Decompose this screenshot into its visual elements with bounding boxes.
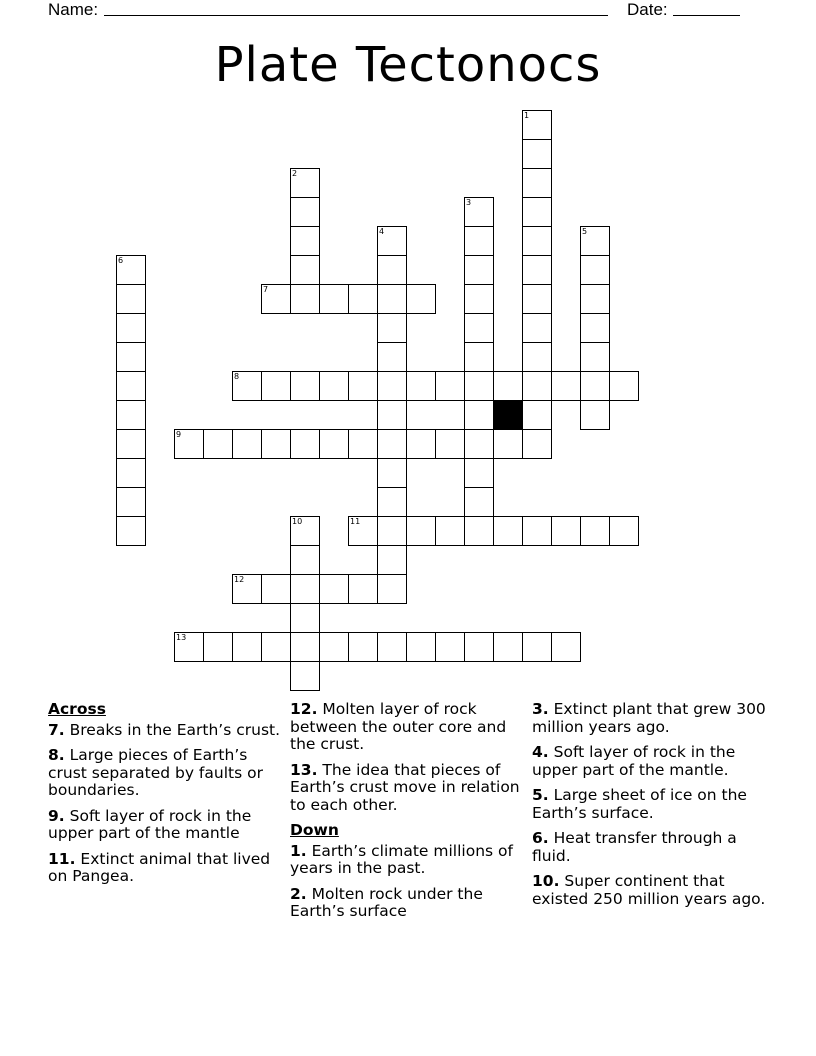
clue-number-label: 6 [118, 256, 124, 265]
clue-text: Large sheet of ice on the Earth’s surface. [532, 786, 747, 822]
grid-cell[interactable] [493, 429, 523, 459]
grid-cell[interactable] [464, 342, 494, 372]
clue-number: 6. [532, 829, 549, 847]
grid-cell[interactable] [290, 516, 320, 546]
grid-cell[interactable] [522, 632, 552, 662]
grid-cell[interactable] [348, 632, 378, 662]
clue-text: The idea that pieces of Earth’s crust move in relation to each other. [290, 760, 520, 814]
clue-number-label: 12 [234, 575, 245, 584]
grid-cell[interactable] [522, 313, 552, 343]
grid-cell[interactable] [377, 487, 407, 517]
grid-cell[interactable] [290, 429, 320, 459]
clue-number-label: 3 [466, 198, 472, 207]
grid-cell[interactable] [290, 603, 320, 633]
grid-cell[interactable] [464, 197, 494, 227]
grid-cell[interactable] [609, 516, 639, 546]
grid-cell[interactable] [435, 429, 465, 459]
clue-number: 11. [48, 849, 76, 868]
clues-column-1 [48, 701, 284, 894]
grid-cell[interactable] [377, 458, 407, 488]
page-title: Plate Tectonocs [214, 37, 602, 93]
clue-item [48, 808, 284, 843]
clue-item [290, 843, 526, 878]
grid-cell[interactable] [522, 110, 552, 140]
clue-item [532, 701, 768, 736]
grid-cell[interactable] [377, 226, 407, 256]
grid-cell[interactable] [261, 371, 291, 401]
grid-cell[interactable] [377, 313, 407, 343]
grid-cell[interactable] [116, 487, 146, 517]
grid-cell[interactable] [522, 197, 552, 227]
grid-cell[interactable] [609, 371, 639, 401]
clue-number: 4. [532, 743, 549, 761]
clue-number: 1. [290, 841, 307, 860]
grid-cell[interactable] [290, 574, 320, 604]
grid-cell[interactable] [348, 284, 378, 314]
grid-cell[interactable] [464, 255, 494, 285]
clue-item [290, 886, 526, 921]
grid-cell[interactable] [319, 574, 349, 604]
grid-cell[interactable] [522, 429, 552, 459]
clue-text: Earth’s climate millions of years in the past. [290, 841, 513, 877]
grid-cell[interactable] [464, 458, 494, 488]
clue-text: Soft layer of rock in the upper part of the mantle. [532, 743, 736, 779]
grid-cell[interactable] [464, 487, 494, 517]
grid-cell[interactable] [522, 168, 552, 198]
grid-cell[interactable] [232, 632, 262, 662]
grid-cell[interactable] [580, 342, 610, 372]
clue-number: 12. [290, 700, 318, 718]
grid-cell[interactable] [522, 371, 552, 401]
grid-cell[interactable] [580, 226, 610, 256]
grid-cell[interactable] [261, 284, 291, 314]
clue-text: Extinct animal that lived on Pangea. [48, 849, 271, 885]
grid-cell[interactable] [174, 632, 204, 662]
grid-cell[interactable] [435, 371, 465, 401]
grid-cell[interactable] [464, 400, 494, 430]
grid-cell[interactable] [522, 255, 552, 285]
grid-cell[interactable] [580, 516, 610, 546]
grid-cell[interactable] [261, 429, 291, 459]
grid-cell[interactable] [377, 342, 407, 372]
clue-text: Breaks in the Earth’s crust. [69, 720, 281, 739]
grid-cell[interactable] [377, 516, 407, 546]
grid-cell[interactable] [348, 574, 378, 604]
clue-number: 8. [48, 746, 65, 764]
grid-cell[interactable] [116, 255, 146, 285]
clues-column-3 [532, 701, 768, 916]
clue-number: 2. [290, 884, 307, 903]
grid-cell[interactable] [290, 197, 320, 227]
grid-cell[interactable] [464, 371, 494, 401]
grid-cell[interactable] [116, 342, 146, 372]
clue-number: 13. [290, 760, 318, 779]
grid-cell[interactable] [493, 516, 523, 546]
grid-cell[interactable] [522, 226, 552, 256]
grid-cell[interactable] [116, 400, 146, 430]
grid-cell[interactable] [435, 516, 465, 546]
clue-number-label: 10 [292, 517, 303, 526]
clue-text: Heat transfer through a fluid. [532, 829, 737, 865]
grid-cell[interactable] [406, 371, 436, 401]
grid-cell[interactable] [290, 168, 320, 198]
clue-text: Soft layer of rock in the upper part of the mantle [48, 806, 252, 842]
clue-number-label: 9 [176, 430, 182, 439]
grid-cell[interactable] [551, 516, 581, 546]
grid-cell[interactable] [377, 400, 407, 430]
clue-number-label: 1 [524, 111, 530, 120]
grid-cell[interactable] [116, 313, 146, 343]
grid-cell[interactable] [406, 429, 436, 459]
clue-item [48, 722, 284, 740]
grid-cell[interactable] [493, 632, 523, 662]
grid-cell[interactable] [464, 632, 494, 662]
grid-cell[interactable] [464, 313, 494, 343]
clue-item [532, 873, 768, 908]
grid-cell[interactable] [290, 545, 320, 575]
grid-cell[interactable] [464, 284, 494, 314]
grid-cell[interactable] [580, 400, 610, 430]
clue-number: 3. [532, 700, 549, 718]
grid-cell[interactable] [522, 400, 552, 430]
name-label: Name: [48, 0, 99, 19]
grid-cell[interactable] [116, 458, 146, 488]
grid-cell[interactable] [290, 284, 320, 314]
grid-cell[interactable] [348, 429, 378, 459]
clue-number: 7. [48, 720, 65, 739]
grid-cell[interactable] [203, 632, 233, 662]
clue-number: 10. [532, 872, 560, 890]
black-cell [493, 400, 523, 430]
clue-item [48, 851, 284, 886]
grid-cell[interactable] [116, 516, 146, 546]
clue-number-label: 11 [350, 517, 361, 526]
clue-item [290, 762, 526, 815]
grid-cell[interactable] [377, 545, 407, 575]
grid-cell[interactable] [377, 284, 407, 314]
grid-cell[interactable] [232, 574, 262, 604]
grid-cell[interactable] [406, 516, 436, 546]
grid-cell[interactable] [319, 632, 349, 662]
grid-cell[interactable] [261, 632, 291, 662]
clue-item [532, 744, 768, 779]
grid-cell[interactable] [290, 632, 320, 662]
grid-cell[interactable] [464, 429, 494, 459]
down-heading: Down [290, 821, 339, 839]
grid-cell[interactable] [116, 429, 146, 459]
grid-cell[interactable] [464, 516, 494, 546]
grid-cell[interactable] [580, 313, 610, 343]
grid-cell[interactable] [551, 632, 581, 662]
across-heading: Across [48, 700, 106, 718]
grid-cell[interactable] [377, 371, 407, 401]
grid-cell[interactable] [174, 429, 204, 459]
grid-cell[interactable] [261, 574, 291, 604]
clue-item [48, 747, 284, 800]
grid-cell[interactable] [290, 255, 320, 285]
clue-item [290, 701, 526, 754]
clues-column-2 [290, 701, 526, 929]
clue-item [532, 830, 768, 865]
grid-cell[interactable] [406, 632, 436, 662]
grid-cell[interactable] [435, 632, 465, 662]
grid-cell[interactable] [522, 516, 552, 546]
clue-number: 9. [48, 806, 65, 825]
clue-number: 5. [532, 786, 549, 804]
clue-text: Extinct plant that grew 300 million years ago. [532, 700, 766, 736]
grid-cell[interactable] [232, 371, 262, 401]
grid-cell[interactable] [522, 139, 552, 169]
grid-cell[interactable] [377, 429, 407, 459]
clue-number-label: 5 [582, 227, 588, 236]
grid-cell[interactable] [290, 226, 320, 256]
grid-cell[interactable] [290, 371, 320, 401]
date-label: Date: [627, 0, 668, 19]
grid-cell[interactable] [116, 284, 146, 314]
clue-text: Molten layer of rock between the outer core and the crust. [290, 700, 507, 753]
grid-cell[interactable] [348, 371, 378, 401]
grid-cell[interactable] [377, 255, 407, 285]
grid-cell[interactable] [203, 429, 233, 459]
grid-cell[interactable] [116, 371, 146, 401]
grid-cell[interactable] [319, 371, 349, 401]
clue-number-label: 4 [379, 227, 385, 236]
grid-cell[interactable] [580, 371, 610, 401]
grid-cell[interactable] [464, 226, 494, 256]
clue-number-label: 13 [176, 633, 187, 642]
clue-text: Super continent that existed 250 million years ago. [532, 872, 766, 908]
grid-cell[interactable] [377, 632, 407, 662]
grid-cell[interactable] [580, 255, 610, 285]
clue-number-label: 2 [292, 169, 298, 178]
grid-cell[interactable] [290, 661, 320, 691]
grid-cell[interactable] [551, 371, 581, 401]
clue-number-label: 7 [263, 285, 269, 294]
grid-cell[interactable] [522, 284, 552, 314]
clue-text: Large pieces of Earth’s crust separated by faults or boundaries. [48, 746, 263, 799]
grid-cell[interactable] [348, 516, 378, 546]
grid-cell[interactable] [406, 284, 436, 314]
grid-cell[interactable] [493, 371, 523, 401]
grid-cell[interactable] [319, 284, 349, 314]
grid-cell[interactable] [319, 429, 349, 459]
clue-item [532, 787, 768, 822]
grid-cell[interactable] [522, 342, 552, 372]
grid-cell[interactable] [580, 284, 610, 314]
grid-cell[interactable] [377, 574, 407, 604]
clue-text: Molten rock under the Earth’s surface [290, 884, 483, 920]
grid-cell[interactable] [232, 429, 262, 459]
clue-number-label: 8 [234, 372, 240, 381]
